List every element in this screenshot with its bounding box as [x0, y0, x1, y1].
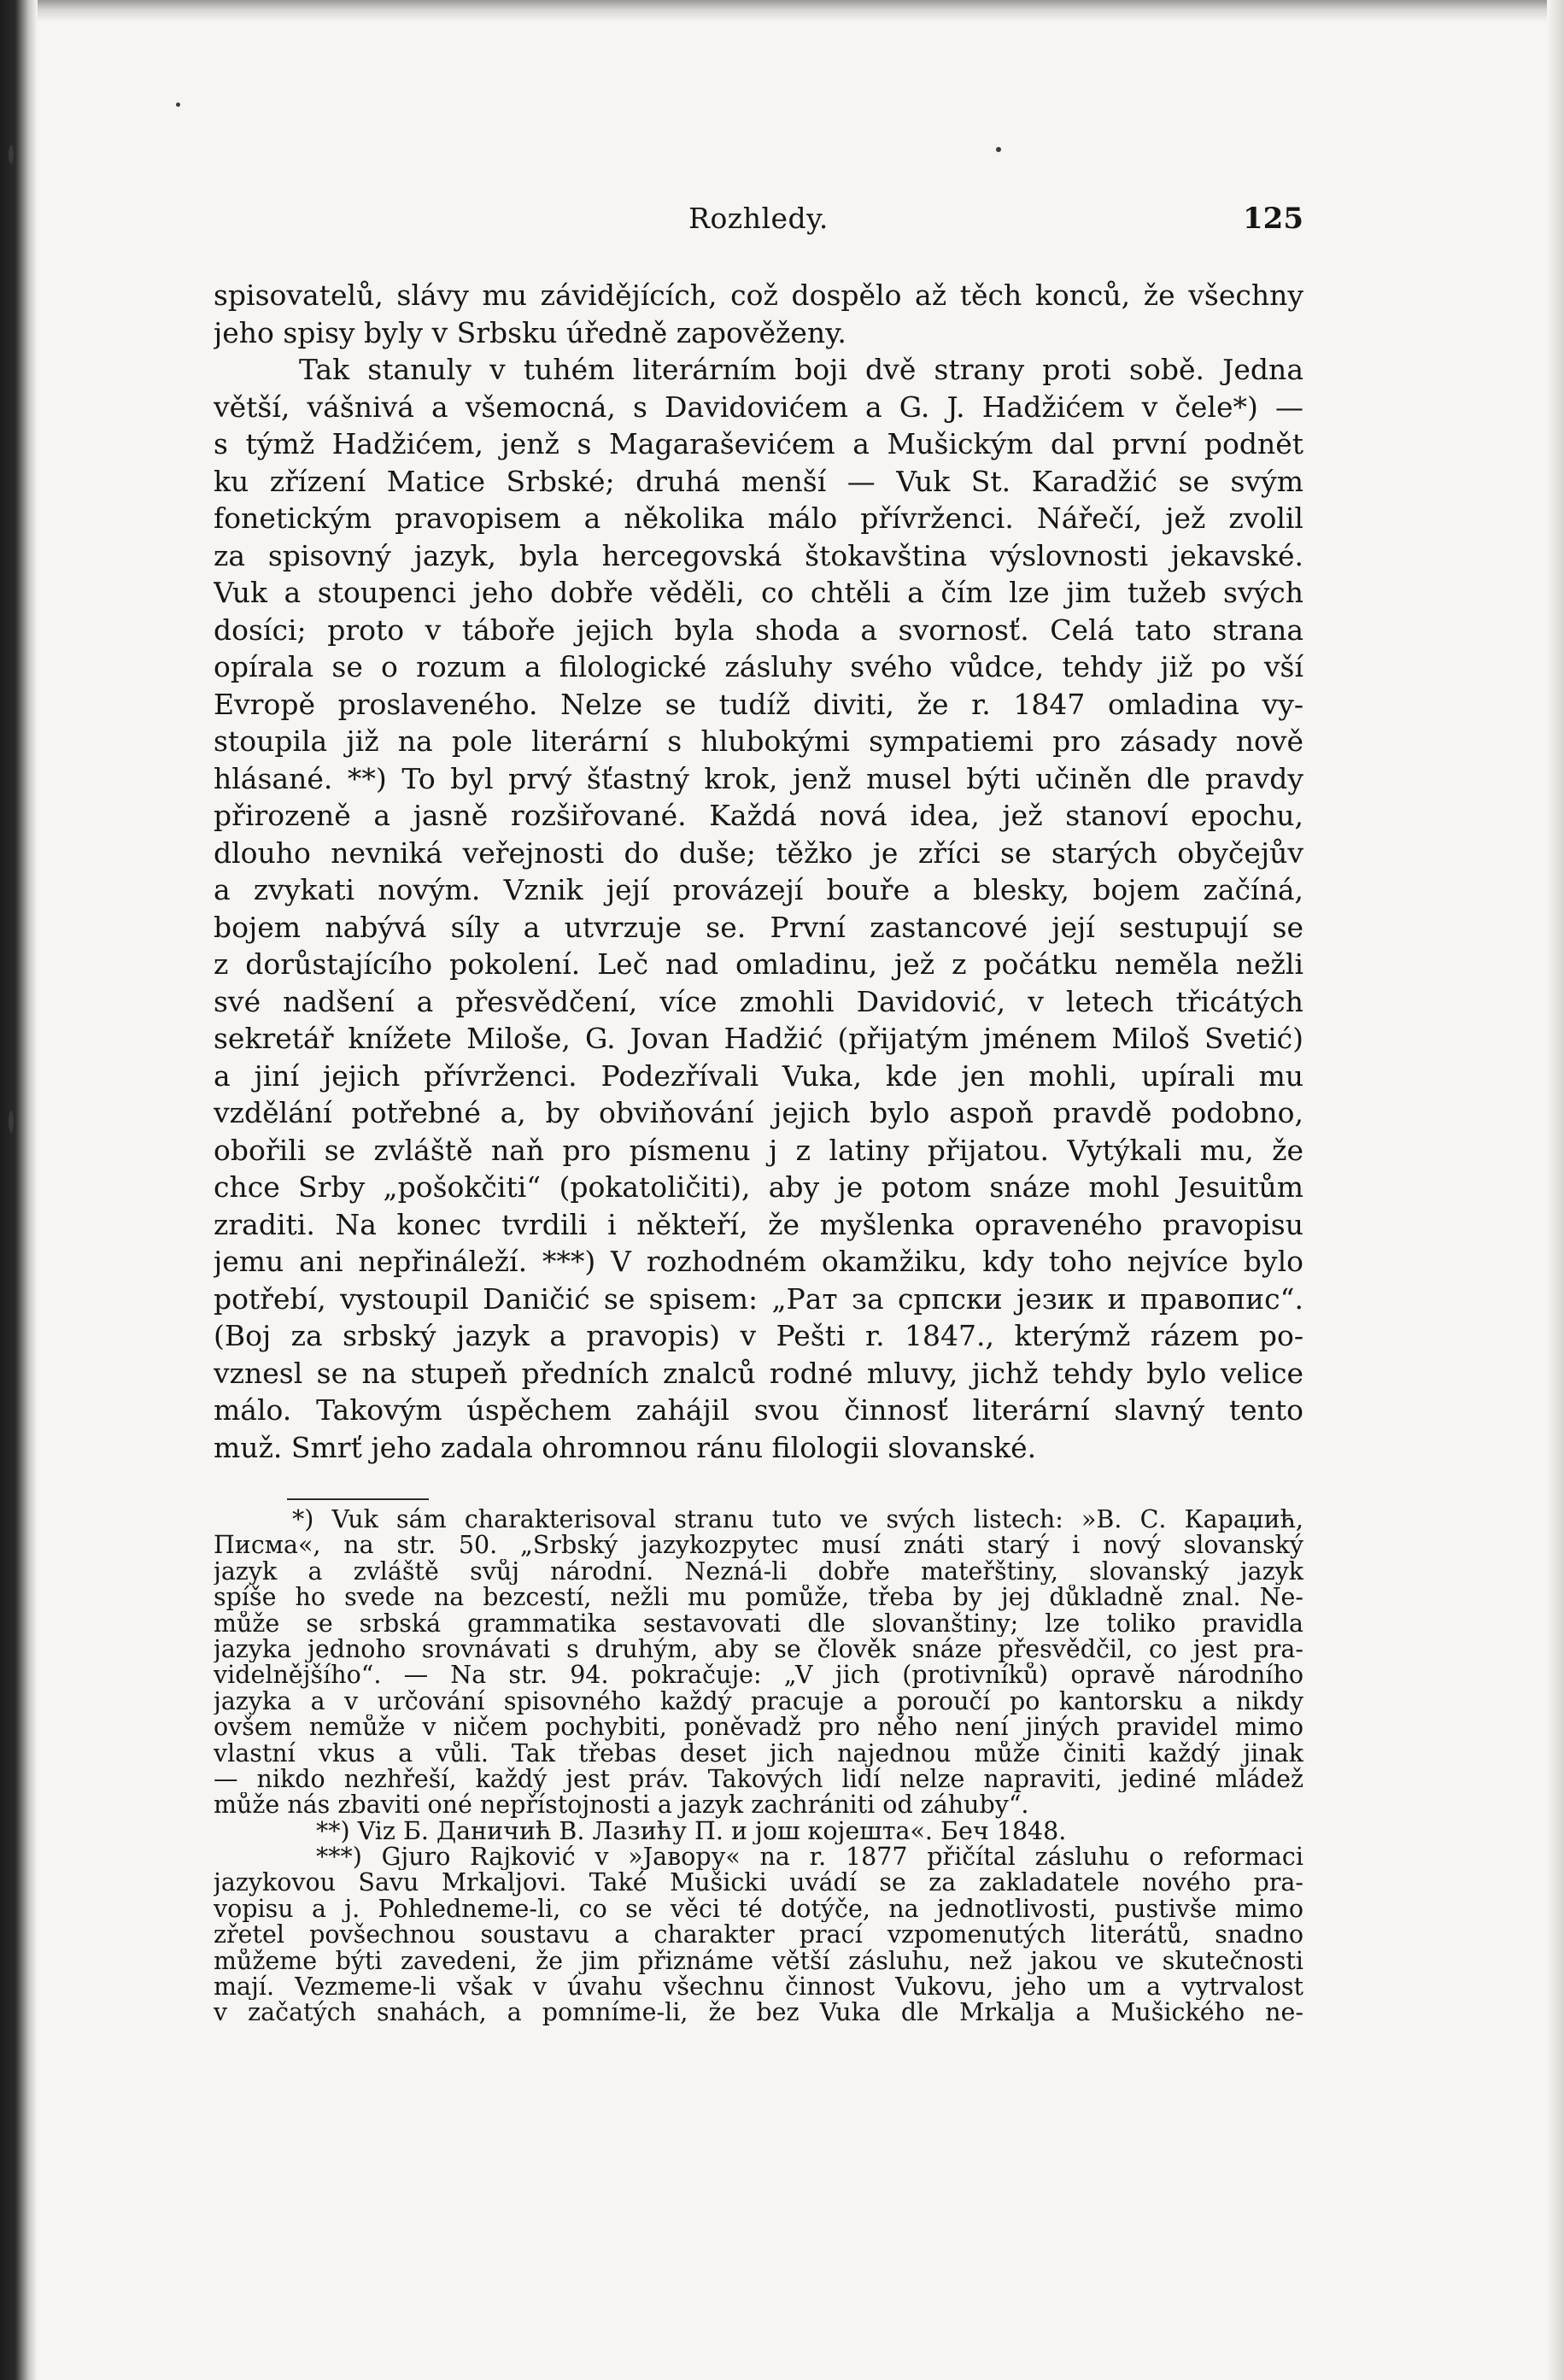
text-line: Evropě proslaveného. Nelze se tudíž diviti, že r. 1847 omladina vy- [214, 687, 1303, 721]
scan-shadow-right [1547, 0, 1564, 2380]
footnote-line: můžeme býti zavedeni, že jim přiznáme větší zásluhu, než jakou ve skutečnosti [214, 1948, 1303, 1975]
text-line: dlouho nevniká veřejnosti do duše; těžko je zříci se starých obyčejův [214, 835, 1303, 870]
text-line: s týmž Hadžićem, jenž s Magaraševićem a Mušickým dal první podnět [214, 427, 1303, 460]
text-line: zraditi. Na konec tvrdili i někteří, že myšlenka opraveného pravopisu [214, 1207, 1303, 1241]
text-line: větší, vášnivá a všemocná, s Davidovićem a G. J. Hadžićem v čele*) — [214, 390, 1303, 424]
footnote-divider [287, 1498, 429, 1500]
scan-speck [996, 147, 1001, 152]
footnote-line: vlastní vkus a vůli. Tak třebas deset jich najednou může činiti každý jinak [214, 1740, 1303, 1767]
text-line: (Boj za srbský jazyk a pravopis) v Pešti r. 1847., kterýmž rázem po- [214, 1319, 1303, 1352]
text-line: bojem nabývá síly a utvrzuje se. První zastancové její sestupují se [214, 910, 1303, 944]
text-line: hlásané. **) To byl prvý šťastný krok, jenž musel býti učiněn dle pravdy [214, 761, 1303, 795]
main-text [214, 277, 1303, 1466]
scan-speck [9, 145, 14, 164]
scan-shadow-left [0, 0, 38, 2380]
footnote-line: ovšem nemůže v ničem pochybiti, poněvadž pro něho není jiných pravidel mimo [214, 1715, 1303, 1741]
text-line: Vuk a stoupenci jeho dobře věděli, co chtěli a čím lze jim tužeb svých [214, 576, 1303, 609]
footnote-line: zřetel povšechnou soustavu a charakter prací vzpomenutých literátů, snadno [214, 1922, 1303, 1949]
text-line: a zvykati novým. Vznik její provázejí bouře a blesky, bojem začíná, [214, 873, 1303, 906]
footnote-line: **) Viz Б. Даничић В. Лазићу П. и још којешта«. Беч 1848. [316, 1818, 1067, 1845]
text-line: málo. Takovým úspěchem zahájil svou činnosť literární slavný tento [214, 1393, 1303, 1427]
footnotes [214, 1507, 1303, 2026]
footnote-line: může nás zbaviti oné nepřístojnosti a jazyk zachrániti od záhuby“. [214, 1792, 1029, 1819]
text-line: fonetickým pravopisem a několika málo přívrženci. Nářečí, jež zvolil [214, 501, 1303, 535]
text-line: a jiní jejich přívrženci. Podezřívali Vuka, kde jen mohli, upírali mu [214, 1058, 1303, 1093]
text-line: potřebí, vystoupil Daničić se spisem: „Рат за српски језик и правопис“. [214, 1281, 1303, 1316]
footnote-line: mají. Vezmeme-li však v úvahu všechnu činnost Vukovu, jeho um a vytrvalost [214, 1974, 1303, 2001]
text-line: chce Srby „pošokčiti“ (pokatoličiti), aby je potom snáze mohl Jesuitům [214, 1170, 1303, 1204]
scan-speck [9, 1111, 14, 1133]
page-number: 125 [1243, 202, 1303, 236]
text-line: z dorůstajícího pokolení. Leč nad omladinu, jež z počátku neměla nežli [214, 947, 1303, 981]
footnote-line: jazykovou Savu Mrkaljovi. Také Mušicki uvádí se za zakladatele nového pra- [214, 1870, 1303, 1896]
footnote-line: jazyk a zvláště svůj národní. Nezná-li dobře mateřštiny, slovanský jazyk [214, 1558, 1303, 1586]
text-line: stoupila již na pole literární s hlubokými sympatiemi pro zásady nově [214, 724, 1303, 758]
footnote-line: — nikdo nezhřeší, každý jest práv. Takových lidí nelze napraviti, jediné mládež [214, 1766, 1303, 1793]
scan-speck [176, 103, 180, 107]
text-line: vznesl se na stupeň předních znalců rodné mluvy, jichž tehdy bylo velice [214, 1356, 1303, 1390]
text-line: ku zřízení Matice Srbské; druhá menší — Vuk St. Karadžić se svým [214, 464, 1303, 498]
footnote-line: videlnějšího“. — Na str. 94. pokračuje: „V jich (protivníků) opravě národního [214, 1662, 1303, 1689]
footnote-line: *) Vuk sám charakterisoval stranu tuto ve svých listech: »В. С. Караџић, [292, 1507, 1303, 1533]
text-line: Tak stanuly v tuhém literárním boji dvě strany proti sobě. Jedna [299, 353, 1303, 386]
footnote-line: jazyka a v určování spisovného každý pracuje a poroučí po kantorsku a nikdy [214, 1688, 1303, 1715]
footnote-line: ***) Gjuro Rajković v »Јавору« na r. 1877 přičítal zásluhu o reformaci [316, 1844, 1303, 1871]
text-line: muž. Smrť jeho zadala ohromnou ránu filologii slovanské. [214, 1430, 1037, 1464]
running-head [214, 198, 1303, 239]
footnote-line: v začatých snahách, a pomníme-li, že bez Vuka dle Mrkalja a Mušického ne- [214, 2000, 1303, 2026]
footnote-line: vopisu a j. Pohledneme-li, co se věci té dotýče, na jednotlivosti, pustivše mimo [214, 1896, 1303, 1923]
text-line: opírala se o rozum a filologické zásluhy svého vůdce, tehdy již po vší [214, 650, 1303, 683]
text-line: vzdělání potřebné a, by obviňování jejich bylo aspoň pravdě podobno, [214, 1096, 1303, 1129]
text-line: za spisovný jazyk, byla hercegovská štokavština výslovnosti jekavské. [214, 538, 1303, 572]
text-line: spisovatelů, slávy mu závidějících, což dospělo až těch konců, že všechny [214, 278, 1303, 312]
footnote-line: jazyka jednoho srovnávati s druhým, aby se člověk snáze přesvědčil, co jest pra- [214, 1636, 1303, 1663]
text-line: své nadšení a přesvědčení, více zmohli Davidović, v letech třicátých [214, 984, 1303, 1018]
text-line: dosíci; proto v táboře jejich byla shoda a svornosť. Celá tato strana [214, 613, 1303, 647]
footnote-line: spíše ho svede na bezcestí, nežli mu pomůže, třeba by jej důkladně znal. Ne- [214, 1585, 1303, 1611]
text-line: přirozeně a jasně rozšiřované. Každá nová idea, jež stanoví epochu, [214, 799, 1303, 832]
text-line: obořili se zvláště naň pro písmenu ј z latiny přijatou. Vytýkali mu, že [214, 1133, 1303, 1167]
text-line: jeho spisy byly v Srbsku úředně zapověženy. [214, 315, 846, 349]
text-line: sekretář knížete Miloše, G. Jovan Hadžić (přijatým jménem Miloš Svetić) [214, 1022, 1303, 1055]
running-title: Rozhledy. [688, 202, 829, 235]
footnote-line: Писма«, na str. 50. „Srbský jazykozpytec musí znáti starý i nový slovanský [214, 1533, 1303, 1559]
footnote-line: může se srbská grammatika sestavovati dle slovanštiny; lze toliko pravidla [214, 1610, 1303, 1637]
text-line: jemu ani nepřináleží. ***) V rozhodném okamžiku, kdy toho nejvíce bylo [214, 1245, 1303, 1278]
scan-shadow-top [0, 0, 1564, 22]
